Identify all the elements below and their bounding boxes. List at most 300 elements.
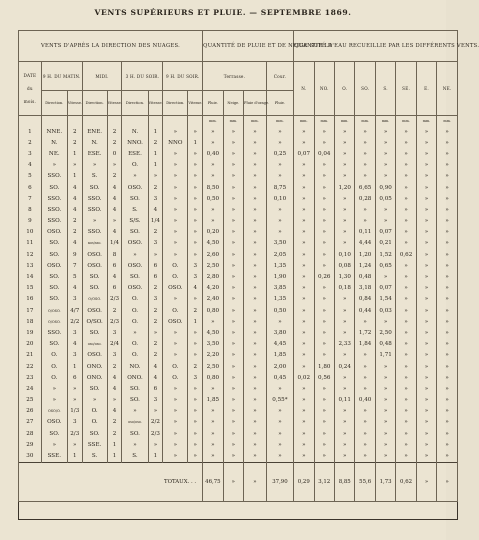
rain-courtyard: 2,05 [266,249,293,260]
water-wind-e: » [416,193,436,204]
snow-terrace: » [223,417,243,428]
wind-9pm-speed: 2 [188,305,203,316]
header-wind-directions: VENTS D'APRÈS LA DIRECTION DES NUAGES. [19,31,203,62]
water-wind-ne: » [437,395,458,406]
header-9h-evening: 9 H. DU SOIR. [163,62,203,91]
water-wind-s: 2,50 [375,327,395,338]
date: 30 [19,450,42,462]
header-wind-so: SO. [355,62,375,116]
water-wind-e: » [416,249,436,260]
wind-9pm-speed: » [188,395,203,406]
water-wind-s: 0,05 [375,193,395,204]
wind-9am-direction: OSO. [41,417,67,428]
header-9h-morning: 9 H. DU MATIN. [41,62,82,91]
table-body [19,116,458,463]
wind-9pm-direction: O. [163,305,188,316]
water-wind-s: » [375,204,395,215]
rain-terrace: 2,20 [203,350,223,361]
rain-terrace: 2,50 [203,361,223,372]
water-wind-ne: » [437,227,458,238]
wind-noon-direction: SO. [82,271,107,282]
water-wind-no: » [314,406,334,417]
rain-terrace: » [203,216,223,227]
wind-3pm-direction: O. [122,305,148,316]
water-wind-o: » [334,126,354,137]
wind-9am-direction: N. [41,137,67,148]
wind-9am-direction: » [41,383,67,394]
wind-3pm-direction: N. [122,126,148,137]
wind-9am-speed: 4 [67,193,82,204]
table-row [19,383,458,394]
water-wind-so: 4,44 [355,238,375,249]
wind-3pm-speed: 2 [148,316,163,327]
water-wind-ne: » [437,271,458,282]
water-wind-se: » [396,260,416,271]
water-wind-e: » [416,204,436,215]
rain-terrace: 4,20 [203,283,223,294]
snow-terrace: » [223,294,243,305]
total-wind-ne: » [437,462,458,501]
snow-terrace: » [223,227,243,238]
water-wind-so: » [355,137,375,148]
wind-3pm-speed: 4 [148,372,163,383]
water-wind-ne: » [437,260,458,271]
snow-terrace: » [223,428,243,439]
wind-noon-speed: 2 [107,361,122,372]
water-wind-ne: » [437,372,458,383]
date: 25 [19,395,42,406]
wind-noon-direction: ENE. [82,126,107,137]
total-court: 37,90 [266,462,293,501]
water-wind-s: » [375,160,395,171]
water-wind-se: » [396,383,416,394]
water-wind-se: » [396,395,416,406]
wind-9am-speed: 4 [67,182,82,193]
header-wind-o: O. [334,62,354,116]
storm-rain-terrace: » [244,216,267,227]
snow-terrace: » [223,283,243,294]
wind-9pm-speed: 4 [188,283,203,294]
water-wind-s: 0,21 [375,238,395,249]
wind-9am-speed: 2 [67,216,82,227]
table-row [19,305,458,316]
table-row [19,339,458,350]
water-wind-o: » [334,383,354,394]
water-wind-n: » [294,260,314,271]
rain-courtyard: 3,85 [266,283,293,294]
table-row [19,160,458,171]
table-row [19,294,458,305]
wind-3pm-direction: S. [122,450,148,462]
storm-rain-terrace: » [244,316,267,327]
wind-9am-speed: 1 [67,450,82,462]
wind-noon-direction: SSO. [82,204,107,215]
wind-9pm-speed: » [188,294,203,305]
water-wind-e: » [416,271,436,282]
rain-terrace: » [203,137,223,148]
water-wind-so: » [355,204,375,215]
wind-3pm-direction: » [122,249,148,260]
header-row-times [19,62,458,91]
water-wind-n: » [294,137,314,148]
wind-noon-speed: 8 [107,249,122,260]
rain-courtyard: » [266,417,293,428]
water-wind-e: » [416,439,436,450]
snow-terrace: » [223,271,243,282]
rain-courtyard: 0,25 [266,148,293,159]
water-wind-no: » [314,126,334,137]
wind-3pm-speed: 2 [148,182,163,193]
wind-9pm-direction: » [163,327,188,338]
wind-3pm-speed: 3 [148,193,163,204]
table-row [19,148,458,159]
water-wind-n: » [294,227,314,238]
water-wind-so: » [355,160,375,171]
water-wind-no: » [314,227,334,238]
storm-rain-terrace: » [244,450,267,462]
wind-noon-direction: SO. [82,327,107,338]
water-wind-se: » [396,182,416,193]
wind-noon-speed: » [107,395,122,406]
water-wind-so: 0,40 [355,395,375,406]
rain-courtyard: 2,00 [266,361,293,372]
water-wind-so: » [355,428,375,439]
header-storm-rain: Pluie d'orage. [244,91,267,116]
date: 13 [19,260,42,271]
rain-courtyard: 0,10 [266,193,293,204]
water-wind-no: » [314,339,334,350]
water-wind-se: » [396,294,416,305]
wind-noon-speed: 2 [107,428,122,439]
water-wind-so: » [355,361,375,372]
table-row [19,372,458,383]
rain-terrace: » [203,160,223,171]
wind-noon-direction: OSO. [82,305,107,316]
rain-terrace: » [203,204,223,215]
water-wind-so: 0,11 [355,227,375,238]
water-wind-so: 3,18 [355,283,375,294]
table-row [19,216,458,227]
water-wind-o: 0,10 [334,249,354,260]
storm-rain-terrace: » [244,283,267,294]
water-wind-ne: » [437,294,458,305]
wind-3pm-speed: 2 [148,350,163,361]
wind-9am-direction: O/OSO. [41,305,67,316]
wind-3pm-direction: NO. [122,361,148,372]
wind-9am-direction: » [41,439,67,450]
water-wind-ne: » [437,428,458,439]
water-wind-s: » [375,372,395,383]
water-wind-e: » [416,227,436,238]
header-noon: MIDI. [82,62,122,91]
water-wind-s: 1,52 [375,249,395,260]
table-row [19,395,458,406]
water-wind-n: » [294,406,314,417]
wind-9pm-direction: OSO. [163,316,188,327]
snow-terrace: » [223,148,243,159]
wind-9pm-direction: » [163,204,188,215]
water-wind-so: » [355,216,375,227]
header-date-line1: DATE [23,73,37,78]
header-3h-evening: 3 H. DU SOIR. [122,62,163,91]
wind-9am-direction: SSO. [41,216,67,227]
water-wind-ne: » [437,160,458,171]
wind-9am-speed: 3 [67,350,82,361]
water-wind-ne: » [437,148,458,159]
date: 6 [19,182,42,193]
snow-terrace: » [223,395,243,406]
rain-courtyard: » [266,227,293,238]
wind-9am-direction: SSE. [41,450,67,462]
snow-terrace: » [223,350,243,361]
wind-3pm-speed: 1/4 [148,216,163,227]
table-row [19,182,458,193]
table-row [19,283,458,294]
rain-terrace: 0,40 [203,148,223,159]
total-wind-s: 1,73 [375,462,395,501]
wind-9am-direction: SO. [41,294,67,305]
water-wind-o: » [334,417,354,428]
water-wind-n: » [294,428,314,439]
water-wind-se: » [396,428,416,439]
water-wind-s: » [375,383,395,394]
water-wind-se: » [396,327,416,338]
wind-noon-direction: S. [82,171,107,182]
wind-9pm-speed: » [188,383,203,394]
wind-9am-speed: 2 [67,137,82,148]
table-row [19,350,458,361]
date: 14 [19,271,42,282]
water-wind-n: » [294,283,314,294]
table-row [19,227,458,238]
water-wind-so: » [355,372,375,383]
wind-noon-speed: 6 [107,260,122,271]
storm-rain-terrace: » [244,204,267,215]
snow-terrace: » [223,160,243,171]
water-wind-so: 0,84 [355,294,375,305]
rain-terrace: » [203,316,223,327]
water-wind-s: » [375,428,395,439]
wind-9am-direction: SO. [41,271,67,282]
water-wind-no: » [314,383,334,394]
header-rain-court: Pluie. [266,91,293,116]
wind-3pm-direction: » [122,171,148,182]
rain-courtyard: 0,50 [266,305,293,316]
water-wind-n: » [294,126,314,137]
water-wind-ne: » [437,361,458,372]
rain-courtyard: 8,75 [266,182,293,193]
water-wind-e: » [416,327,436,338]
header-date-line3: mois. [23,99,37,104]
unit-label: mm. [244,116,267,127]
wind-noon-direction: » [82,216,107,227]
water-wind-n: » [294,182,314,193]
wind-noon-direction: ESE. [82,148,107,159]
snow-terrace: » [223,216,243,227]
water-wind-n: » [294,204,314,215]
water-wind-so: 1,20 [355,249,375,260]
water-wind-o: » [334,316,354,327]
unit-label: mm. [334,116,354,127]
wind-noon-speed: 1 [107,450,122,462]
wind-noon-direction: SSO. [82,193,107,204]
wind-9am-direction: SO. [41,283,67,294]
wind-9am-speed: 2 [67,227,82,238]
water-wind-no: 1,80 [314,361,334,372]
water-wind-no: » [314,283,334,294]
rain-terrace: 0,50 [203,193,223,204]
rain-courtyard: 0,45 [266,372,293,383]
water-wind-n: » [294,450,314,462]
water-wind-e: » [416,216,436,227]
water-wind-o: » [334,428,354,439]
water-wind-no: » [314,193,334,204]
storm-rain-terrace: » [244,327,267,338]
snow-terrace: » [223,126,243,137]
wind-9am-speed: 4 [67,204,82,215]
water-wind-e: » [416,361,436,372]
rain-courtyard: 3,50 [266,238,293,249]
table-row [19,126,458,137]
water-wind-o: 1,20 [334,182,354,193]
wind-9am-direction: O/OSO. [41,316,67,327]
wind-9pm-speed: » [188,428,203,439]
wind-3pm-speed: 4 [148,361,163,372]
header-direction: Direction. [122,91,148,116]
wind-3pm-speed: 6 [148,271,163,282]
rain-courtyard: 3,80 [266,327,293,338]
totals-row [19,462,458,501]
water-wind-so: 0,44 [355,305,375,316]
snow-terrace: » [223,305,243,316]
water-wind-n: » [294,316,314,327]
wind-noon-speed: 2 [107,137,122,148]
water-wind-ne: » [437,305,458,316]
water-wind-n: » [294,439,314,450]
table-row [19,193,458,204]
water-wind-no: 0,56 [314,372,334,383]
wind-noon-direction: oso/oso. [82,339,107,350]
wind-9pm-direction: » [163,216,188,227]
wind-9pm-direction: NNO [163,137,188,148]
wind-3pm-direction: S/S. [122,216,148,227]
wind-noon-speed: 3 [107,350,122,361]
wind-noon-direction: nos/sso. [82,238,107,249]
water-wind-s: » [375,271,395,282]
water-wind-e: » [416,383,436,394]
rain-terrace: » [203,439,223,450]
rain-terrace: 4,50 [203,238,223,249]
water-wind-se: 0,62 [396,249,416,260]
water-wind-no: » [314,294,334,305]
rain-courtyard: 0,55* [266,395,293,406]
water-wind-ne: » [437,316,458,327]
wind-noon-speed: 2 [107,126,122,137]
storm-rain-terrace: » [244,271,267,282]
water-wind-s: » [375,216,395,227]
water-wind-ne: » [437,249,458,260]
wind-3pm-direction: SO. [122,271,148,282]
water-wind-so: » [355,148,375,159]
water-wind-so: 0,48 [355,271,375,282]
wind-noon-direction: SSE. [82,439,107,450]
water-wind-s: 1,54 [375,294,395,305]
table-row [19,260,458,271]
water-wind-se: » [396,160,416,171]
header-rain: Pluie. [203,91,223,116]
wind-9pm-speed: » [188,216,203,227]
water-wind-e: » [416,294,436,305]
wind-noon-speed: 1/4 [107,238,122,249]
total-rain: 46,75 [203,462,223,501]
water-wind-s: » [375,439,395,450]
water-wind-so: » [355,383,375,394]
wind-9pm-direction: » [163,383,188,394]
date: 15 [19,283,42,294]
water-wind-e: » [416,428,436,439]
wind-noon-speed: 4 [107,383,122,394]
wind-9pm-speed: » [188,249,203,260]
table-row [19,271,458,282]
water-wind-n: » [294,327,314,338]
rain-terrace: 2,50 [203,260,223,271]
header-courtyard: Cour. [266,62,293,91]
water-wind-s: » [375,450,395,462]
water-wind-no: » [314,450,334,462]
table-row [19,204,458,215]
water-wind-o: » [334,305,354,316]
water-wind-e: » [416,148,436,159]
water-wind-se: » [396,193,416,204]
water-wind-o: » [334,171,354,182]
unit-label: mm. [396,116,416,127]
water-wind-s: » [375,361,395,372]
snow-terrace: » [223,383,243,394]
water-wind-so: 1,84 [355,339,375,350]
water-wind-ne: » [437,171,458,182]
table-row [19,238,458,249]
water-wind-e: » [416,350,436,361]
snow-terrace: » [223,249,243,260]
water-wind-so: » [355,126,375,137]
date: 28 [19,428,42,439]
wind-9am-speed: 3 [67,294,82,305]
water-wind-e: » [416,238,436,249]
table-row [19,171,458,182]
wind-3pm-speed: 2 [148,283,163,294]
wind-3pm-speed: 2 [148,339,163,350]
header-wind-se: SE. [396,62,416,116]
date: 3 [19,148,42,159]
header-water-by-wind: QUANTITÉ D'EAU RECUEILLIE PAR LES DIFFÉRENTS VENTS. [294,31,458,62]
header-snow: Neige. [223,91,243,116]
storm-rain-terrace: » [244,294,267,305]
wind-9pm-speed: » [188,417,203,428]
water-wind-ne: » [437,238,458,249]
wind-noon-speed: 1 [107,439,122,450]
wind-9am-direction: O. [41,350,67,361]
water-wind-ne: » [437,406,458,417]
water-wind-no: » [314,182,334,193]
unit-label: mm. [355,116,375,127]
water-wind-o: » [334,350,354,361]
wind-9pm-direction: » [163,249,188,260]
date: 4 [19,160,42,171]
wind-noon-speed: 4 [107,227,122,238]
rain-terrace: » [203,126,223,137]
water-wind-se: » [396,126,416,137]
wind-3pm-direction: SO. [122,395,148,406]
